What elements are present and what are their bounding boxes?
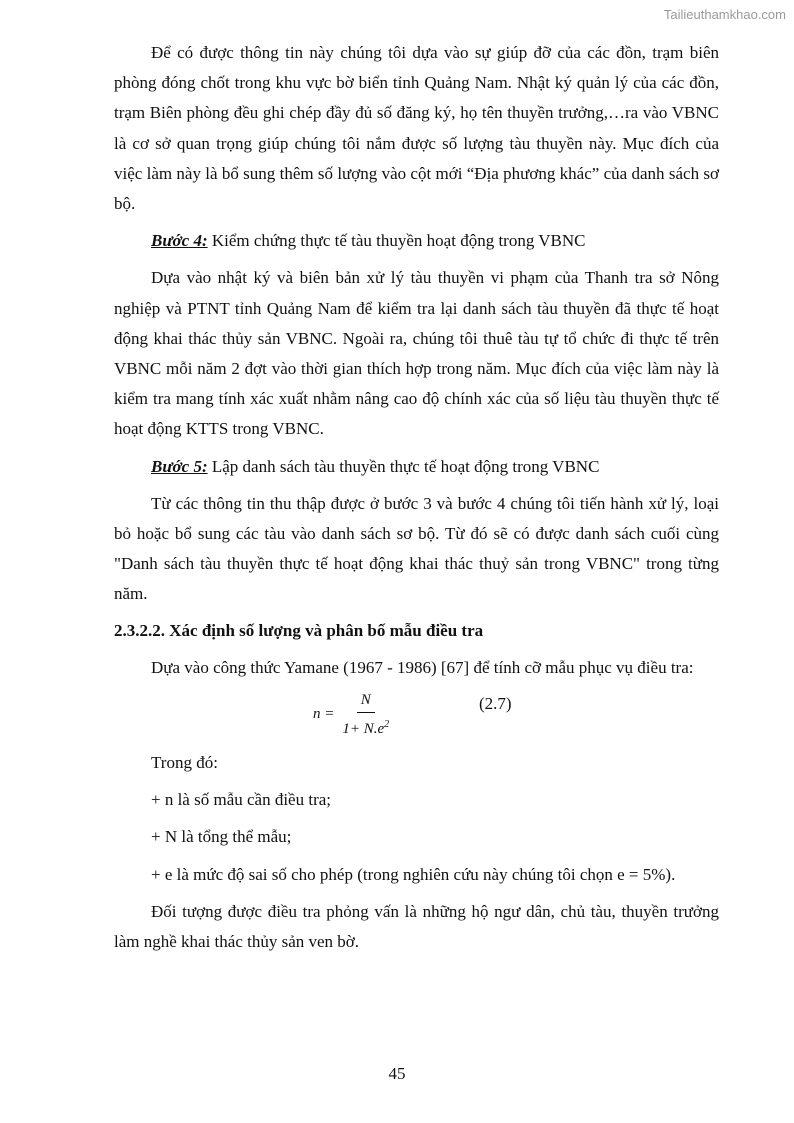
- paragraph-1: Để có được thông tin này chúng tôi dựa vào sự giúp đỡ của các đồn, trạm biên phòng đóng chốt trong khu vực bờ biển tỉnh Quảng Nam. Nhật ký quản lý của các đồn, trạm Biên phòng đều ghi chép đầy đủ số đăng ký, họ tên thuyền trưởng,…ra vào VBNC là cơ sở quan trọng giúp chúng tôi nắm được số lượng tàu thuyền này. Mục đích của việc làm này là bổ sung thêm số lượng vào cột mới “Địa phương khác” của danh sách sơ bộ.: [114, 43, 719, 214]
- paragraph-2: Dựa vào nhật ký và biên bản xử lý tàu thuyền vi phạm của Thanh tra sở Nông nghiệp và PTNT tỉnh Quảng Nam để kiểm tra lại danh sách tàu thuyền đã thực tế hoạt động khai thác thủy sản VBNC. Ngoài ra, chúng tôi thuê tàu tự tổ chức đi thực tế trên VBNC mỗi năm 2 đợt vào thời gian thích hợp trong năm. Mục đích của việc làm này là kiểm tra mang tính xác xuất nhằm nâng cao độ chính xác của số liệu tàu thuyền thực tế hoạt động KTTS trong VBNC.: [114, 268, 719, 439]
- formula-lhs: n =: [313, 705, 335, 722]
- paragraph-7: + N là tổng thể mẫu;: [151, 827, 292, 847]
- paragraph-8: + e là mức độ sai số cho phép (trong nghiên cứu này chúng tôi chọn e = 5%).: [151, 864, 676, 884]
- step-4-label: Bước 4:: [151, 231, 208, 251]
- step-4-line: [114, 226, 719, 256]
- step-5-label: Bước 5:: [151, 456, 208, 476]
- page-body: [114, 38, 719, 957]
- paragraph-5: Trong đó:: [151, 753, 218, 773]
- step-4-text: Kiểm chứng thực tế tàu thuyền hoạt động trong VBNC: [207, 231, 586, 251]
- formula-exponent: 2: [384, 718, 390, 730]
- yamane-formula: [313, 687, 393, 741]
- formula-fraction: [338, 690, 393, 739]
- watermark: Tailieuthamkhao.com: [663, 7, 786, 22]
- step-5-line: [114, 452, 719, 482]
- equation-number: (2.7): [479, 694, 512, 714]
- formula-numerator: N: [357, 690, 375, 713]
- paragraph-9: Đối tượng được điều tra phỏng vấn là những hộ ngư dân, chủ tàu, thuyền trưởng làm nghề khai thác thủy sản ven bờ.: [114, 901, 719, 952]
- page-number: 45: [388, 1064, 406, 1083]
- formula-denominator: [338, 713, 393, 739]
- paragraph-6: + n là số mẫu cần điều tra;: [151, 790, 332, 810]
- formula-block: [114, 687, 719, 741]
- step-5-text: Lập danh sách tàu thuyền thực tế hoạt động trong VBNC: [207, 456, 600, 476]
- paragraph-3: Từ các thông tin thu thập được ở bước 3 và bước 4 chúng tôi tiến hành xử lý, loại bỏ hoặc bổ sung các tàu vào danh sách sơ bộ. Từ đó sẽ có được danh sách cuối cùng "Danh sách tàu thuyền thực tế hoạt động khai thác thuỷ sản trong VBNC" trong từng năm.: [114, 493, 719, 604]
- formula-denominator-base: 1+ N.e: [342, 720, 385, 737]
- paragraph-4: Dựa vào công thức Yamane (1967 - 1986) [67] để tính cỡ mẫu phục vụ điều tra:: [151, 657, 694, 677]
- section-heading: 2.3.2.2. Xác định số lượng và phân bố mẫu điều tra: [114, 620, 484, 640]
